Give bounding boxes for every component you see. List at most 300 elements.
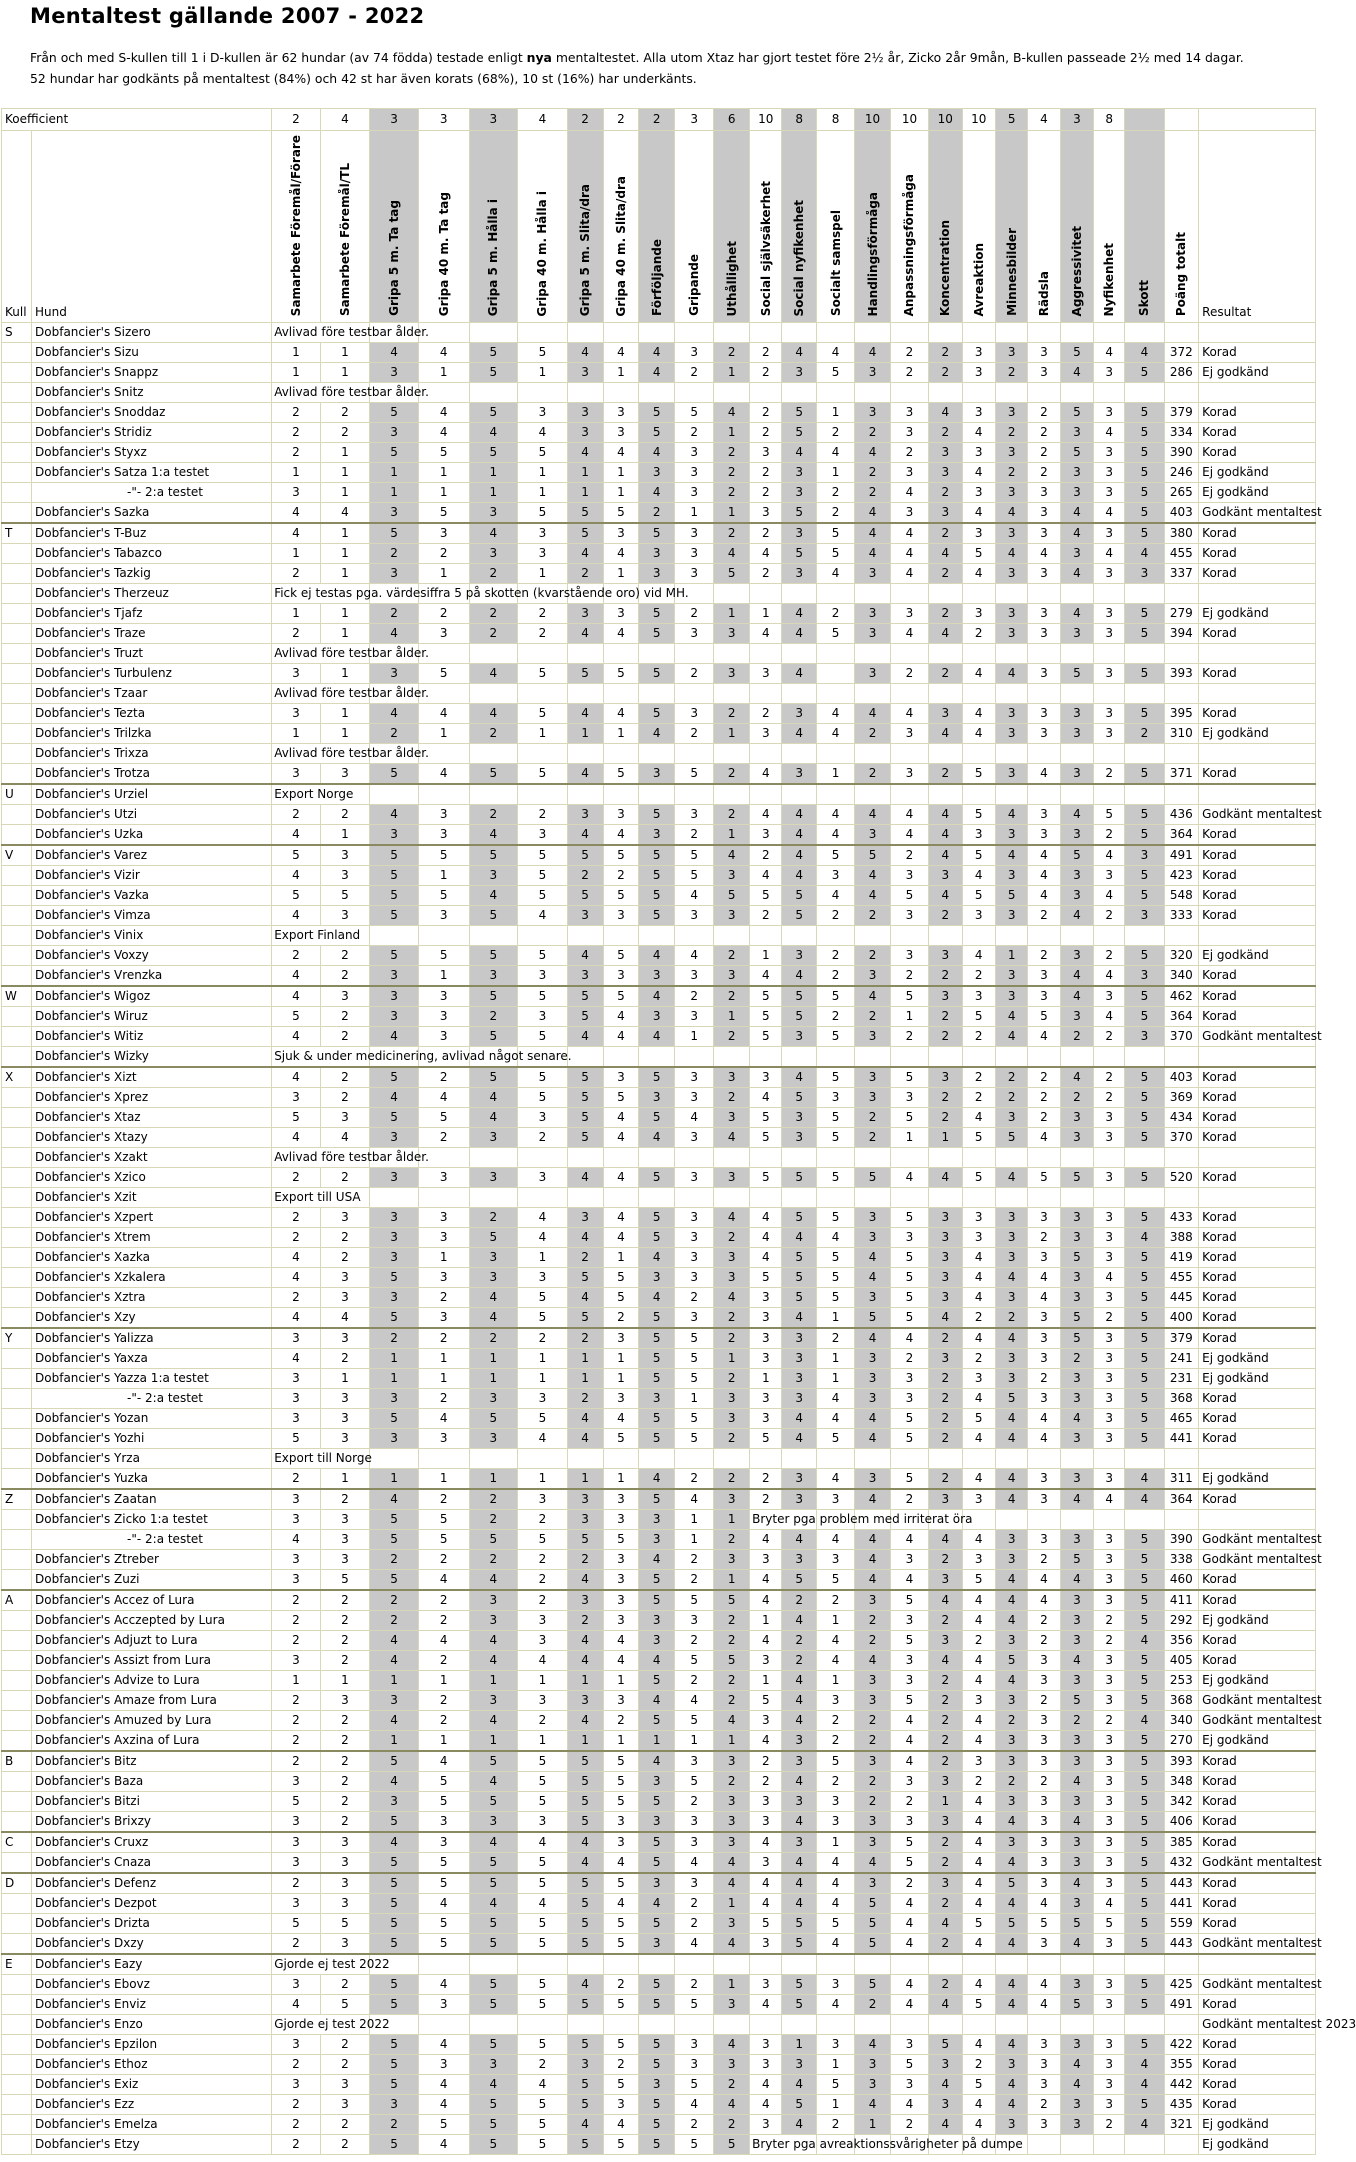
score-cell	[675, 1047, 714, 1068]
dog-name-cell	[32, 1894, 272, 1914]
score-cell: 3	[714, 1409, 750, 1429]
score-cell: 3	[320, 1853, 370, 1874]
coefficient-cell: 10	[750, 109, 782, 131]
score-cell	[1094, 644, 1125, 664]
total-cell: 455	[1164, 544, 1199, 564]
score-cell: 3	[675, 906, 714, 926]
score-cell: 3	[714, 1489, 750, 1510]
score-cell: 3	[962, 363, 995, 383]
score-cell: 3	[1094, 624, 1125, 644]
score-cell: 4	[675, 1853, 714, 1874]
score-cell	[995, 1148, 1027, 1168]
score-cell: 3	[890, 403, 928, 423]
score-cell: 4	[962, 1934, 995, 1955]
score-cell: 3	[418, 523, 469, 544]
dog-name: Dobfancier's Stridiz	[35, 425, 152, 440]
score-cell: 5	[418, 1934, 469, 1955]
score-cell: 3	[890, 1088, 928, 1108]
score-cell: 5	[603, 2075, 639, 2095]
score-cell: 5	[1125, 1812, 1164, 1833]
score-cell: 5	[1060, 1550, 1093, 1570]
score-cell: 4	[1060, 1409, 1093, 1429]
score-cell: 3	[714, 1751, 750, 1772]
total-cell	[1164, 2015, 1199, 2035]
score-cell: 3	[639, 1772, 675, 1792]
score-cell: 2	[855, 1128, 891, 1148]
score-cell: 1	[272, 343, 320, 363]
score-cell: 5	[890, 1429, 928, 1449]
score-cell: 2	[675, 986, 714, 1007]
score-cell	[817, 684, 855, 704]
score-cell	[567, 383, 603, 403]
score-cell: 3	[995, 2115, 1027, 2135]
kull-cell	[2, 1711, 32, 1731]
score-cell: 3	[750, 1308, 782, 1329]
score-cell: 4	[639, 1550, 675, 1570]
score-cell: 3	[714, 2055, 750, 2075]
score-cell: 3	[1060, 1975, 1093, 1995]
score-cell: 3	[272, 1812, 320, 1833]
result-cell: Korad	[1199, 1248, 1316, 1268]
total-cell	[1164, 2135, 1199, 2155]
score-cell: 4	[469, 523, 517, 544]
score-cell: 2	[750, 564, 782, 584]
score-cell: 4	[962, 423, 995, 443]
table-row	[2, 966, 1316, 987]
score-cell: 2	[320, 1349, 370, 1369]
dog-name: Dobfancier's Wizky	[35, 1049, 149, 1064]
kull-cell	[2, 584, 32, 604]
score-cell	[817, 664, 855, 684]
score-cell: 5	[890, 1469, 928, 1490]
score-cell: 4	[962, 1711, 995, 1731]
row-note: Avlivad före testbar ålder.	[272, 323, 320, 343]
score-cell: 3	[603, 604, 639, 624]
total-cell	[1164, 644, 1199, 664]
score-cell: 3	[418, 805, 469, 825]
score-cell: 4	[855, 805, 891, 825]
score-cell: 5	[1125, 443, 1164, 463]
score-cell: 3	[1125, 845, 1164, 866]
score-cell: 3	[320, 866, 370, 886]
score-cell: 4	[1060, 604, 1093, 624]
score-cell	[567, 2015, 603, 2035]
score-cell: 2	[714, 1429, 750, 1449]
score-cell: 4	[855, 2035, 891, 2055]
total-cell: 422	[1164, 2035, 1199, 2055]
score-cell: 5	[320, 1570, 370, 1591]
score-cell: 1	[714, 825, 750, 846]
score-cell: 3	[320, 1510, 370, 1530]
score-cell: 2	[272, 443, 320, 463]
total-cell: 425	[1164, 1975, 1199, 1995]
score-cell: 3	[962, 403, 995, 423]
score-cell: 2	[929, 363, 962, 383]
score-cell: 3	[1094, 724, 1125, 744]
score-cell	[1028, 1148, 1060, 1168]
score-cell: 3	[1060, 1128, 1093, 1148]
coefficient-cell: 6	[714, 109, 750, 131]
score-cell: 1	[320, 463, 370, 483]
score-cell: 1	[469, 463, 517, 483]
header-column-label: Gripa 40 m. Hålla i	[535, 190, 550, 317]
score-cell: 3	[1028, 1751, 1060, 1772]
score-cell: 5	[370, 1108, 418, 1128]
header-column-label: Gripa 5 m. Ta tag	[387, 200, 402, 317]
score-cell	[1094, 584, 1125, 604]
score-cell: 3	[518, 523, 568, 544]
score-cell: 5	[1125, 403, 1164, 423]
score-cell: 4	[469, 1772, 517, 1792]
total-cell: 370	[1164, 1027, 1199, 1047]
score-cell: 5	[567, 1268, 603, 1288]
score-cell: 3	[320, 1873, 370, 1894]
dog-name: Dobfancier's Yozan	[35, 1411, 149, 1426]
score-cell: 2	[1094, 2115, 1125, 2135]
score-cell: 3	[995, 343, 1027, 363]
kull-cell	[2, 363, 32, 383]
score-cell	[1094, 1188, 1125, 1208]
score-cell: 4	[962, 1894, 995, 1914]
score-cell: 2	[469, 1550, 517, 1570]
score-cell: 3	[418, 1228, 469, 1248]
score-cell: 2	[995, 423, 1027, 443]
score-cell: 5	[518, 1530, 568, 1550]
kull-cell	[2, 1228, 32, 1248]
score-cell: 4	[603, 1894, 639, 1914]
score-cell	[750, 684, 782, 704]
dog-name: Dobfancier's Sizu	[35, 345, 139, 360]
score-cell	[714, 684, 750, 704]
dog-name: Dobfancier's Vizir	[35, 868, 140, 883]
score-cell	[962, 926, 995, 946]
score-cell: 5	[469, 1530, 517, 1550]
score-cell: 5	[518, 664, 568, 684]
score-cell: 2	[675, 1469, 714, 1490]
table-row	[2, 1067, 1316, 1088]
score-cell: 1	[603, 483, 639, 503]
score-cell: 4	[817, 1995, 855, 2015]
score-cell	[1125, 584, 1164, 604]
header-column-label: Samarbete Föremål/Förare	[288, 135, 303, 317]
score-cell: 1	[567, 1349, 603, 1369]
score-cell: 4	[855, 866, 891, 886]
score-cell	[518, 644, 568, 664]
score-cell: 5	[1125, 1751, 1164, 1772]
total-cell: 491	[1164, 1995, 1199, 2015]
score-cell	[675, 383, 714, 403]
header-column-label: Social nyfikenhet	[792, 199, 807, 317]
dog-name: Dobfancier's Xtazy	[35, 1130, 148, 1145]
score-cell: 5	[890, 1067, 928, 1088]
score-cell: 5	[855, 1894, 891, 1914]
score-cell: 5	[639, 403, 675, 423]
result-cell: Ej godkänd	[1199, 724, 1316, 744]
score-cell	[639, 323, 675, 343]
score-cell: 1	[817, 2095, 855, 2115]
score-cell: 3	[418, 1429, 469, 1449]
score-cell: 1	[603, 1469, 639, 1490]
score-cell: 2	[750, 523, 782, 544]
score-cell: 3	[370, 966, 418, 987]
kull-cell	[2, 704, 32, 724]
score-cell: 5	[370, 403, 418, 423]
result-cell: Godkänt mentaltest	[1199, 1711, 1316, 1731]
table-row	[2, 805, 1316, 825]
score-cell: 3	[1094, 1671, 1125, 1691]
dog-name: Dobfancier's Enzo	[35, 2017, 143, 2032]
score-cell: 4	[782, 1228, 817, 1248]
score-cell: 3	[320, 2095, 370, 2115]
score-cell: 5	[639, 866, 675, 886]
dog-name: Dobfancier's Yazza 1:a testet	[35, 1371, 209, 1386]
dog-name-cell	[32, 1975, 272, 1995]
result-cell: Korad	[1199, 1772, 1316, 1792]
score-cell: 4	[1094, 1894, 1125, 1914]
score-cell: 3	[320, 1691, 370, 1711]
score-cell: 2	[714, 1611, 750, 1631]
score-cell	[782, 784, 817, 805]
score-cell: 5	[603, 845, 639, 866]
score-cell: 3	[675, 1873, 714, 1894]
result-cell: Godkänt mentaltest	[1199, 805, 1316, 825]
score-cell: 2	[1028, 1631, 1060, 1651]
result-cell: Korad	[1199, 1995, 1316, 2015]
total-cell: 241	[1164, 1349, 1199, 1369]
score-cell: 3	[370, 1208, 418, 1228]
score-cell: 1	[469, 1469, 517, 1490]
score-cell: 4	[714, 1934, 750, 1955]
score-cell: 5	[1125, 1792, 1164, 1812]
score-cell: 5	[817, 624, 855, 644]
score-cell: 4	[782, 1308, 817, 1329]
score-cell: 2	[855, 1108, 891, 1128]
score-cell: 5	[639, 2095, 675, 2115]
result-cell: Korad	[1199, 343, 1316, 363]
score-cell: 3	[890, 2035, 928, 2055]
score-cell: 2	[929, 1671, 962, 1691]
score-cell: 1	[750, 1369, 782, 1389]
total-cell: 364	[1164, 1489, 1199, 1510]
score-cell: 2	[370, 1590, 418, 1611]
score-cell: 4	[567, 1027, 603, 1047]
total-cell: 364	[1164, 825, 1199, 846]
total-cell: 395	[1164, 704, 1199, 724]
score-cell: 3	[782, 1731, 817, 1752]
score-cell: 4	[675, 1934, 714, 1955]
score-cell: 4	[567, 1651, 603, 1671]
score-cell: 4	[469, 704, 517, 724]
score-cell	[1094, 744, 1125, 764]
score-cell	[817, 744, 855, 764]
score-cell: 1	[320, 1469, 370, 1490]
score-cell: 2	[675, 825, 714, 846]
dog-name: Dobfancier's Turbulenz	[35, 666, 172, 681]
score-cell: 3	[1028, 805, 1060, 825]
score-cell: 4	[929, 1590, 962, 1611]
score-cell: 1	[320, 564, 370, 584]
score-cell: 5	[1125, 1570, 1164, 1591]
total-cell: 340	[1164, 966, 1199, 987]
dog-name: -"- 2:a testet	[127, 485, 203, 500]
score-cell: 1	[817, 403, 855, 423]
score-cell: 5	[567, 1128, 603, 1148]
score-cell: 3	[418, 1268, 469, 1288]
score-cell: 3	[855, 1691, 891, 1711]
score-cell: 4	[995, 1007, 1027, 1027]
score-cell: 3	[1094, 1812, 1125, 1833]
score-cell: 2	[272, 2115, 320, 2135]
score-cell	[675, 1188, 714, 1208]
score-cell: 5	[272, 1429, 320, 1449]
result-cell	[1199, 1954, 1316, 1975]
dog-name-cell	[32, 1570, 272, 1591]
dog-name-cell	[32, 1772, 272, 1792]
score-cell: 3	[469, 1168, 517, 1188]
score-cell: 4	[1028, 1975, 1060, 1995]
score-cell: 4	[518, 1208, 568, 1228]
score-cell: 2	[929, 1550, 962, 1570]
dog-name: Dobfancier's Trilzka	[35, 726, 152, 741]
score-cell: 5	[639, 1995, 675, 2015]
coefficient-cell: 10	[929, 109, 962, 131]
score-cell: 5	[469, 1975, 517, 1995]
score-cell: 1	[603, 564, 639, 584]
score-cell: 3	[272, 483, 320, 503]
score-cell: 4	[1060, 1934, 1093, 1955]
score-cell: 3	[320, 1530, 370, 1550]
kull-cell: S	[2, 323, 32, 343]
score-cell: 3	[1028, 1671, 1060, 1691]
score-cell: 3	[714, 966, 750, 987]
score-cell: 4	[1028, 544, 1060, 564]
score-cell: 3	[1094, 2095, 1125, 2115]
result-cell: Ej godkänd	[1199, 1611, 1316, 1631]
score-cell: 3	[1125, 1027, 1164, 1047]
score-cell: 2	[272, 1228, 320, 1248]
dog-name-cell	[32, 886, 272, 906]
score-cell: 5	[418, 2115, 469, 2135]
total-cell: 390	[1164, 1530, 1199, 1550]
score-cell: 2	[855, 724, 891, 744]
dog-name-cell	[32, 1469, 272, 1490]
total-cell: 385	[1164, 1832, 1199, 1853]
score-cell: 3	[995, 966, 1027, 987]
table-row	[2, 2015, 1316, 2035]
score-cell: 5	[782, 1007, 817, 1027]
score-cell: 3	[995, 1751, 1027, 1772]
score-cell: 5	[370, 1975, 418, 1995]
score-cell: 5	[995, 1389, 1027, 1409]
score-cell: 5	[639, 523, 675, 544]
score-cell: 4	[817, 1873, 855, 1894]
score-cell: 2	[929, 1088, 962, 1108]
score-cell: 2	[890, 343, 928, 363]
score-cell: 4	[567, 1832, 603, 1853]
score-cell: 2	[418, 1611, 469, 1631]
table-row	[2, 2035, 1316, 2055]
score-cell: 5	[518, 704, 568, 724]
score-cell	[1125, 684, 1164, 704]
result-cell: Korad	[1199, 1873, 1316, 1894]
table-row	[2, 403, 1316, 423]
score-cell: 4	[639, 443, 675, 463]
score-cell	[1028, 926, 1060, 946]
score-cell: 3	[567, 403, 603, 423]
score-cell: 5	[890, 1409, 928, 1429]
header-column	[782, 131, 817, 323]
score-cell: 5	[890, 1832, 928, 1853]
total-cell: 370	[1164, 1128, 1199, 1148]
score-cell: 2	[782, 1651, 817, 1671]
score-cell: 2	[272, 1611, 320, 1631]
dog-name: Dobfancier's Yalizza	[35, 1331, 154, 1346]
score-cell	[890, 1148, 928, 1168]
score-cell: 1	[370, 483, 418, 503]
score-cell: 2	[518, 624, 568, 644]
score-cell: 5	[567, 986, 603, 1007]
score-cell: 2	[675, 604, 714, 624]
score-cell: 5	[639, 423, 675, 443]
score-cell: 4	[782, 2075, 817, 2095]
table-row	[2, 1027, 1316, 1047]
score-cell: 3	[567, 805, 603, 825]
score-cell	[603, 1449, 639, 1469]
score-cell	[1060, 1188, 1093, 1208]
score-cell: 2	[962, 1067, 995, 1088]
score-cell: 5	[890, 1691, 928, 1711]
score-cell: 5	[320, 1995, 370, 2015]
score-cell: 2	[929, 1409, 962, 1429]
kull-cell: Z	[2, 1489, 32, 1510]
score-cell: 5	[962, 1570, 995, 1591]
coefficient-cell: 2	[639, 109, 675, 131]
score-cell: 1	[714, 1570, 750, 1591]
score-cell: 5	[639, 1832, 675, 1853]
score-cell: 2	[855, 463, 891, 483]
score-cell: 3	[518, 1611, 568, 1631]
score-cell: 1	[603, 1349, 639, 1369]
score-cell: 5	[603, 1288, 639, 1308]
score-cell: 2	[1028, 1691, 1060, 1711]
score-cell: 4	[995, 1995, 1027, 2015]
score-cell: 3	[370, 1288, 418, 1308]
result-cell: Korad	[1199, 966, 1316, 987]
score-cell: 5	[782, 403, 817, 423]
score-cell: 4	[750, 764, 782, 785]
row-note: Avlivad före testbar ålder.	[272, 1148, 320, 1168]
score-cell: 2	[567, 1389, 603, 1409]
table-row	[2, 784, 1316, 805]
score-cell: 5	[567, 1792, 603, 1812]
score-cell: 4	[714, 403, 750, 423]
score-cell: 5	[603, 1995, 639, 2015]
score-cell: 4	[855, 1268, 891, 1288]
score-cell: 2	[1028, 1611, 1060, 1631]
dog-name-cell	[32, 1248, 272, 1268]
score-cell: 5	[469, 845, 517, 866]
score-cell	[1028, 584, 1060, 604]
score-cell: 5	[469, 1027, 517, 1047]
table-row	[2, 383, 1316, 403]
score-cell: 5	[639, 1671, 675, 1691]
score-cell: 2	[320, 1651, 370, 1671]
score-cell: 4	[995, 1975, 1027, 1995]
score-cell: 4	[962, 1731, 995, 1752]
dog-name: Dobfancier's Satza 1:a testet	[35, 465, 210, 480]
score-cell: 2	[567, 1550, 603, 1570]
score-cell: 3	[370, 825, 418, 846]
